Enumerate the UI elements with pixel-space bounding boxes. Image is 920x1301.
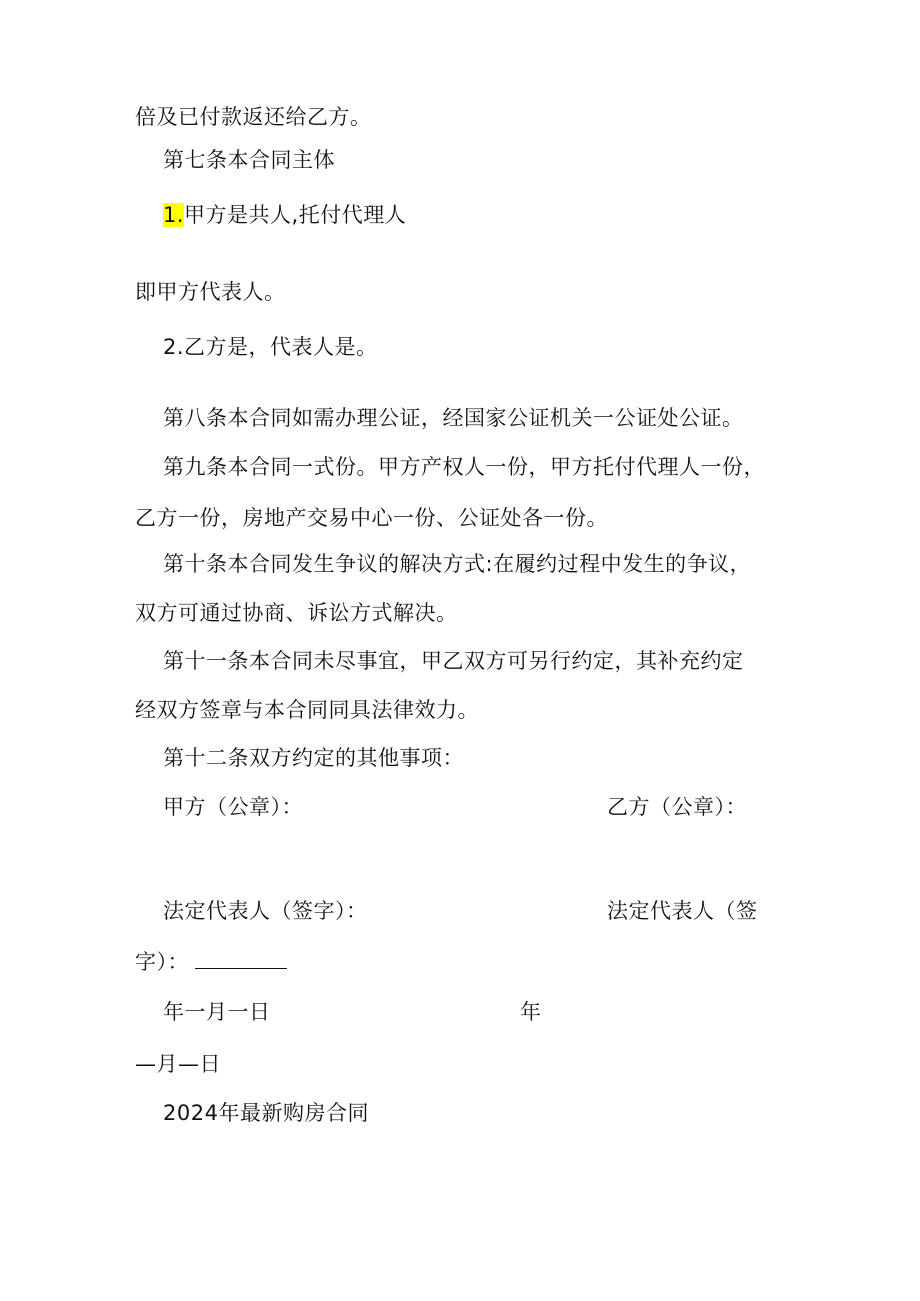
document-title-footer: 2024年最新购房合同 bbox=[163, 1101, 369, 1125]
article-7-item-1-cont: 即甲方代表人。 bbox=[135, 280, 286, 304]
article-7-item-1 bbox=[163, 200, 406, 230]
article-8: 第八条本合同如需办理公证，经国家公证机关一公证处公证。 bbox=[163, 406, 744, 430]
party-b-representative-label-cont bbox=[135, 947, 287, 977]
party-b-date-rest: —月—日 bbox=[135, 1052, 221, 1076]
article-11-line-2: 经双方签章与本合同同具法律效力。 bbox=[135, 698, 479, 722]
article-7-item-2: 2.乙方是，代表人是。 bbox=[163, 335, 378, 359]
paragraph-line-1: 倍及已付款返还给乙方。 bbox=[135, 105, 372, 129]
party-a-seal-label: 甲方（公章）： bbox=[163, 795, 303, 819]
highlighted-item-number: 1. bbox=[163, 203, 185, 227]
article-12: 第十二条双方约定的其他事项： bbox=[163, 746, 464, 770]
party-b-date-year: 年 bbox=[520, 1000, 542, 1024]
signature-label-cont: 字）： bbox=[135, 950, 189, 974]
party-a-date: 年一月一日 bbox=[163, 1000, 271, 1024]
item-1-text: 甲方是共人,托付代理人 bbox=[184, 203, 407, 227]
party-b-seal-label: 乙方（公章）： bbox=[607, 795, 747, 819]
article-9-line-2: 乙方一份，房地产交易中心一份、公证处各一份。 bbox=[135, 506, 608, 530]
article-10-line-1: 第十条本合同发生争议的解决方式:在履约过程中发生的争议， bbox=[163, 552, 752, 576]
article-10-line-2: 双方可通过协商、诉讼方式解决。 bbox=[135, 601, 458, 625]
article-11-line-1: 第十一条本合同未尽事宜，甲乙双方可另行约定，其补充约定 bbox=[163, 649, 744, 673]
article-7-heading: 第七条本合同主体 bbox=[163, 148, 335, 172]
signature-blank-line bbox=[195, 948, 287, 969]
party-a-representative-label: 法定代表人（签字）： bbox=[163, 899, 368, 923]
article-9-line-1: 第九条本合同一式份。甲方产权人一份，甲方托付代理人一份， bbox=[163, 455, 765, 479]
party-b-representative-label: 法定代表人（签 bbox=[607, 899, 758, 923]
